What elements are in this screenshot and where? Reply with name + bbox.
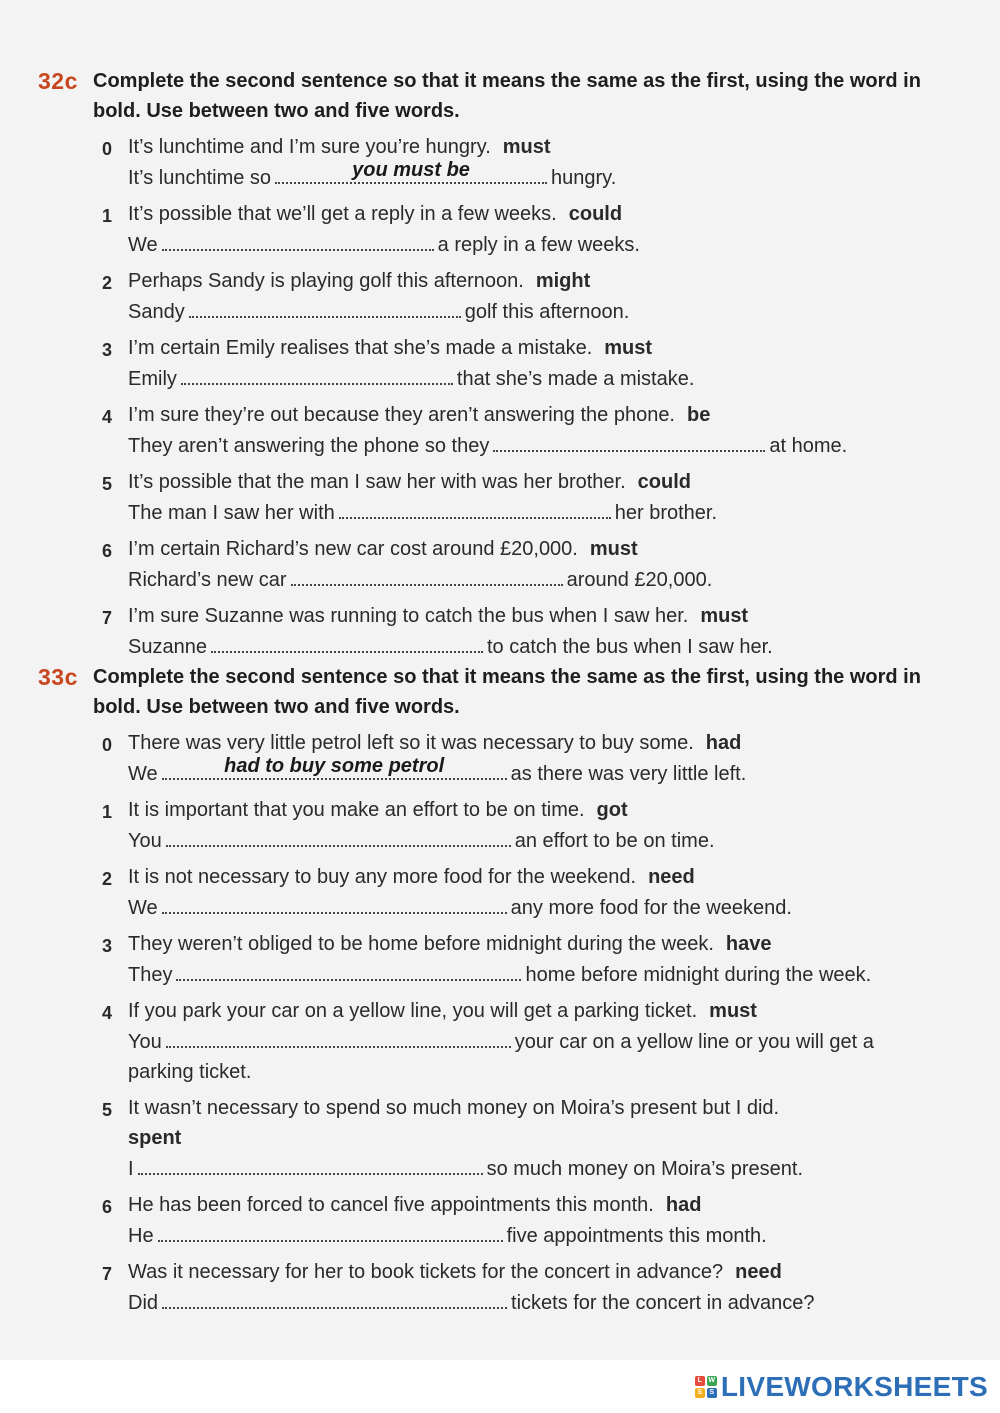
- keyword: might: [535, 270, 591, 292]
- sentence-end: around £20,000.: [566, 569, 713, 591]
- sentence-end: your car on a yellow line or you will get a parking ticket.: [128, 1031, 874, 1083]
- exercise-item-5: [102, 1093, 938, 1184]
- item-number: 6: [102, 1197, 113, 1217]
- logo-tile: S: [707, 1388, 717, 1398]
- original-sentence: It wasn’t necessary to spend so much money on Moira’s present but I did.: [128, 1097, 780, 1119]
- sentence-end: to catch the bus when I saw her.: [486, 636, 773, 658]
- sentence-start: He: [128, 1225, 154, 1247]
- sentence-end: home before midnight during the week.: [525, 964, 872, 986]
- exercise-header: [38, 66, 938, 126]
- answer-blank[interactable]: [166, 825, 511, 847]
- keyword: got: [596, 799, 628, 821]
- exercise-item-2: [102, 266, 938, 327]
- keyword: had: [665, 1194, 702, 1216]
- item-number: 7: [102, 608, 113, 628]
- original-sentence: There was very little petrol left so it was necessary to buy some.: [128, 732, 694, 754]
- sentence-start: We: [128, 234, 158, 256]
- logo-text: LIVEWORKSHEETS: [720, 1371, 988, 1402]
- keyword: must: [700, 605, 749, 627]
- sentence-start: The man I saw her with: [128, 502, 335, 524]
- sentence-start: It’s lunchtime so: [128, 167, 272, 189]
- sentence-start: Suzanne: [128, 636, 207, 658]
- exercise-item-1: [102, 199, 938, 260]
- exercise-item-4: [102, 400, 938, 461]
- sentence-end: a reply in a few weeks.: [437, 234, 640, 256]
- sentence-start: Emily: [128, 368, 177, 390]
- answer-blank[interactable]: [158, 1220, 503, 1242]
- sentence-end: golf this afternoon.: [464, 301, 630, 323]
- answer-blank[interactable]: [176, 959, 521, 981]
- sentence-end: hungry.: [551, 167, 617, 189]
- sentence-end: as there was very little left.: [510, 763, 747, 785]
- exercise-item-6: [102, 1190, 938, 1251]
- original-sentence: I’m certain Richard’s new car cost around £20,000.: [128, 538, 578, 560]
- keyword: spent: [128, 1127, 182, 1149]
- sentence-end: at home.: [769, 435, 848, 457]
- exercise-number: 33c: [38, 664, 78, 690]
- keyword: must: [589, 538, 638, 560]
- sentence-start: They aren’t answering the phone so they: [128, 435, 490, 457]
- item-number: 4: [102, 1003, 113, 1023]
- keyword: must: [709, 1000, 757, 1022]
- exercise-item-7: [102, 601, 938, 662]
- answer-blank[interactable]: [181, 363, 453, 385]
- item-number: 0: [102, 139, 113, 159]
- item-number: 2: [102, 273, 113, 293]
- keyword: could: [637, 471, 691, 493]
- item-number: 6: [102, 541, 113, 561]
- original-sentence: It’s lunchtime and I’m sure you’re hungry.: [128, 136, 491, 158]
- keyword: must: [502, 136, 551, 158]
- answer-blank[interactable]: [493, 430, 765, 452]
- answer-blank[interactable]: [211, 631, 483, 653]
- item-number: 0: [102, 735, 113, 755]
- exercise-item-2: [102, 862, 938, 923]
- original-sentence: He has been forced to cancel five appointments this month.: [128, 1194, 654, 1216]
- exercise-item-4: [102, 996, 938, 1087]
- answer-blank[interactable]: [162, 892, 507, 914]
- answer-blank[interactable]: [162, 1287, 507, 1309]
- sentence-start: Sandy: [128, 301, 185, 323]
- item-number: 3: [102, 340, 113, 360]
- item-number: 7: [102, 1264, 113, 1284]
- sentence-start: I: [128, 1158, 134, 1180]
- original-sentence: They weren’t obliged to be home before midnight during the week.: [128, 933, 714, 955]
- exercise-items: [102, 132, 938, 662]
- answer-blank[interactable]: [339, 497, 611, 519]
- keyword: have: [725, 933, 772, 955]
- sentence-start: They: [128, 964, 173, 986]
- original-sentence: It is important that you make an effort to be on time.: [128, 799, 585, 821]
- keyword: need: [735, 1261, 782, 1283]
- original-sentence: It’s possible that the man I saw her with was her brother.: [128, 471, 626, 493]
- exercise-item-5: [102, 467, 938, 528]
- sentence-start: You: [128, 830, 162, 852]
- logo-tile: L: [695, 1376, 705, 1386]
- sentence-end: so much money on Moira’s present.: [486, 1158, 804, 1180]
- sentence-end: that she’s made a mistake.: [456, 368, 695, 390]
- original-sentence: Perhaps Sandy is playing golf this afternoon.: [128, 270, 524, 292]
- keyword: be: [687, 404, 711, 426]
- item-number: 1: [102, 206, 113, 226]
- item-number: 4: [102, 407, 113, 427]
- original-sentence: If you park your car on a yellow line, you will get a parking ticket.: [128, 1000, 698, 1022]
- answer-blank[interactable]: [138, 1153, 483, 1175]
- exercise-32c: [38, 66, 938, 668]
- sentence-start: Did: [128, 1292, 159, 1314]
- exercise-header: [38, 662, 938, 722]
- keyword: had: [705, 732, 742, 754]
- exercise-item-3: [102, 333, 938, 394]
- sentence-end: an effort to be on time.: [514, 830, 715, 852]
- exercise-instruction: Complete the second sentence so that it means the same as the first, using the word in bold. Use between two and five words.: [93, 70, 921, 122]
- answer-blank[interactable]: [162, 755, 507, 780]
- item-number: 5: [102, 474, 113, 494]
- answer-blank[interactable]: [189, 296, 461, 318]
- exercise-number: 32c: [38, 68, 78, 94]
- example-answer: had to buy some petrol: [224, 755, 445, 777]
- sentence-end: tickets for the concert in advance?: [511, 1292, 815, 1314]
- sentence-start: We: [128, 763, 158, 785]
- exercise-item-0: [102, 728, 938, 789]
- original-sentence: Was it necessary for her to book tickets for the concert in advance?: [128, 1261, 724, 1283]
- answer-blank[interactable]: [291, 564, 563, 586]
- answer-blank[interactable]: [166, 1026, 511, 1048]
- exercise-instruction: Complete the second sentence so that it means the same as the first, using the word in bold. Use between two and five words.: [93, 666, 921, 718]
- sentence-end: any more food for the weekend.: [510, 897, 792, 919]
- item-number: 2: [102, 869, 113, 889]
- keyword: must: [604, 337, 653, 359]
- exercise-item-3: [102, 929, 938, 990]
- answer-blank[interactable]: [162, 229, 434, 251]
- original-sentence: I’m sure Suzanne was running to catch the bus when I saw her.: [128, 605, 689, 627]
- item-number: 5: [102, 1100, 113, 1120]
- logo-tile: S: [695, 1388, 705, 1398]
- original-sentence: It’s possible that we’ll get a reply in a few weeks.: [128, 203, 557, 225]
- logo-mark-icon: [695, 1376, 717, 1398]
- sentence-end: her brother.: [614, 502, 718, 524]
- original-sentence: I’m sure they’re out because they aren’t answering the phone.: [128, 404, 675, 426]
- answer-blank[interactable]: [275, 159, 547, 184]
- exercise-item-0: [102, 132, 938, 193]
- exercise-items: [102, 728, 938, 1318]
- exercise-item-1: [102, 795, 938, 856]
- exercise-item-7: [102, 1257, 938, 1318]
- keyword: could: [568, 203, 623, 225]
- sentence-end: five appointments this month.: [506, 1225, 767, 1247]
- original-sentence: I’m certain Emily realises that she’s made a mistake.: [128, 337, 593, 359]
- exercise-item-6: [102, 534, 938, 595]
- logo-tile: W: [708, 1377, 716, 1384]
- original-sentence: It is not necessary to buy any more food for the weekend.: [128, 866, 637, 888]
- example-answer: you must be: [352, 159, 470, 181]
- sentence-start: You: [128, 1031, 162, 1053]
- sentence-start: We: [128, 897, 158, 919]
- keyword: need: [648, 866, 695, 888]
- exercise-33c: [38, 662, 938, 1324]
- item-number: 3: [102, 936, 113, 956]
- sentence-start: Richard’s new car: [128, 569, 287, 591]
- liveworksheets-logo: [695, 1371, 988, 1403]
- item-number: 1: [102, 802, 113, 822]
